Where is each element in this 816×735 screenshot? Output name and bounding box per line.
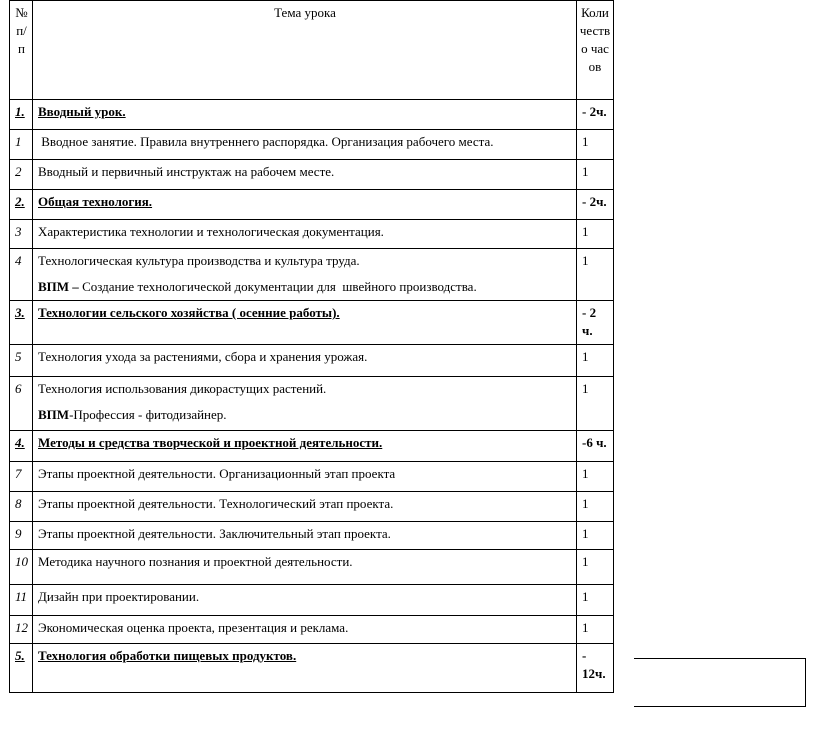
row-number: 2 [15, 164, 22, 179]
row-number-cell [10, 130, 33, 160]
row-topic-cell [33, 377, 577, 431]
row-number: 5. [15, 648, 25, 663]
section-row [10, 100, 614, 130]
row-hours-cell [577, 160, 614, 190]
row-topic-cell [33, 585, 577, 616]
header-num: № п/п [15, 5, 28, 56]
row-topic: Технологии сельского хозяйства ( осенние работы). [38, 305, 340, 320]
row-hours: 1 [582, 589, 589, 604]
row-hours: 1 [582, 381, 589, 396]
row-topic-cell [33, 345, 577, 377]
row-topic: Технология обработки пищевых продуктов. [38, 648, 297, 663]
row-topic-cell [33, 431, 577, 462]
row-topic: Этапы проектной деятельности. Заключительный этап проекта. [38, 526, 391, 541]
row-topic-cell [33, 190, 577, 220]
row-topic: Характеристика технологии и технологическая документация. [38, 224, 384, 239]
row-number: 9 [15, 526, 22, 541]
row-topic: Методы и средства творческой и проектной деятельности. [38, 435, 383, 450]
header-hours-cell [577, 1, 614, 100]
row-topic-cell [33, 301, 577, 345]
row-number-cell [10, 431, 33, 462]
row-number-cell [10, 550, 33, 585]
row-hours: 1 [582, 620, 589, 635]
row-number: 7 [15, 466, 22, 481]
row-topic: Вводный и первичный инструктаж на рабочем месте. [38, 164, 335, 179]
row-hours: 1 [582, 349, 589, 364]
vpm-text: Создание технологической документации для швейного производства. [78, 279, 477, 294]
row-topic: Вводный урок. [38, 104, 126, 119]
row-hours: 1 [582, 496, 589, 511]
row-topic: Вводное занятие. Правила внутреннего распорядка. Организация рабочего места. [38, 134, 494, 149]
row-topic: Дизайн при проектировании. [38, 589, 200, 604]
row-number: 10 [15, 554, 28, 569]
row-hours: 1 [582, 164, 589, 179]
section-row [10, 190, 614, 220]
lesson-row [10, 220, 614, 249]
row-topic-cell [33, 220, 577, 249]
row-hours-cell [577, 190, 614, 220]
lesson-row [10, 522, 614, 550]
row-topic-cell [33, 249, 577, 301]
row-hours-cell [577, 377, 614, 431]
extra-cell [634, 658, 806, 707]
lesson-row [10, 130, 614, 160]
row-hours-cell [577, 585, 614, 616]
row-topic-cell [33, 462, 577, 492]
row-topic-cell [33, 522, 577, 550]
vpm-text: -Профессия - фитодизайнер. [69, 407, 227, 422]
header-num-cell [10, 1, 33, 100]
vpm-label: ВПМ – [38, 279, 79, 294]
row-hours-cell [577, 550, 614, 585]
row-number: 1. [15, 104, 25, 119]
vpm-label: ВПМ [38, 407, 70, 422]
row-hours-cell [577, 462, 614, 492]
row-number-cell [10, 249, 33, 301]
lesson-row [10, 616, 614, 644]
row-number: 11 [15, 589, 28, 604]
row-topic-cell [33, 644, 577, 693]
row-topic: Технологическая культура производства и культура труда. [38, 253, 360, 268]
row-number-cell [10, 160, 33, 190]
row-hours-cell [577, 301, 614, 345]
row-hours-cell [577, 249, 614, 301]
row-hours: 1 [582, 253, 589, 268]
row-topic-cell [33, 550, 577, 585]
row-hours: 1 [582, 466, 589, 481]
section-row [10, 301, 614, 345]
header-row [10, 1, 614, 100]
vpm-note [38, 406, 572, 424]
lesson-row [10, 585, 614, 616]
row-number-cell [10, 616, 33, 644]
section-row [10, 644, 614, 693]
row-topic-cell [33, 160, 577, 190]
row-topic: Технология использования дикорастущих растений. [38, 381, 327, 396]
row-number-cell [10, 220, 33, 249]
row-hours: 1 [582, 134, 589, 149]
row-number: 5 [15, 349, 22, 364]
row-number-cell [10, 585, 33, 616]
header-topic: Тема урока [274, 5, 336, 20]
row-number-cell [10, 462, 33, 492]
lesson-row [10, 377, 614, 431]
row-hours: - 12ч. [582, 648, 606, 681]
row-hours: - 2ч. [582, 104, 607, 119]
vpm-note [38, 278, 572, 296]
row-number: 4. [15, 435, 25, 450]
row-hours-cell [577, 130, 614, 160]
header-hours: Количество часов [579, 5, 611, 74]
row-hours-cell [577, 431, 614, 462]
row-topic-cell [33, 492, 577, 522]
row-number-cell [10, 190, 33, 220]
row-topic-cell [33, 130, 577, 160]
row-number: 2. [15, 194, 25, 209]
row-number: 4 [15, 253, 22, 268]
row-number-cell [10, 100, 33, 130]
row-number-cell [10, 644, 33, 693]
row-topic: Технология ухода за растениями, сбора и хранения урожая. [38, 349, 368, 364]
row-hours: -6 ч. [582, 435, 607, 450]
row-hours: 1 [582, 224, 589, 239]
row-hours: 1 [582, 554, 589, 569]
row-topic-cell [33, 100, 577, 130]
row-number: 3 [15, 224, 22, 239]
row-topic: Этапы проектной деятельности. Технологический этап проекта. [38, 496, 394, 511]
row-number: 8 [15, 496, 22, 511]
row-hours-cell [577, 220, 614, 249]
row-number-cell [10, 345, 33, 377]
row-number-cell [10, 492, 33, 522]
row-topic: Методика научного познания и проектной деятельности. [38, 554, 353, 569]
row-topic: Экономическая оценка проекта, презентация и реклама. [38, 620, 349, 635]
row-number: 3. [15, 305, 25, 320]
lesson-row [10, 345, 614, 377]
row-hours-cell [577, 345, 614, 377]
section-row [10, 431, 614, 462]
row-topic: Общая технология. [38, 194, 153, 209]
row-hours-cell [577, 492, 614, 522]
row-topic-cell [33, 616, 577, 644]
row-hours: 1 [582, 526, 589, 541]
lesson-row [10, 550, 614, 585]
header-topic-cell [33, 1, 577, 100]
row-hours-cell [577, 616, 614, 644]
lesson-row [10, 492, 614, 522]
row-number: 12 [15, 620, 28, 635]
row-hours-cell [577, 100, 614, 130]
row-number: 1 [15, 134, 22, 149]
row-hours-cell [577, 644, 614, 693]
lesson-row [10, 160, 614, 190]
row-number-cell [10, 522, 33, 550]
row-hours-cell [577, 522, 614, 550]
curriculum-table [9, 0, 614, 693]
row-number-cell [10, 377, 33, 431]
row-hours: - 2 ч. [582, 305, 597, 338]
row-number-cell [10, 301, 33, 345]
row-number: 6 [15, 381, 22, 396]
lesson-row [10, 462, 614, 492]
row-hours: - 2ч. [582, 194, 607, 209]
row-topic: Этапы проектной деятельности. Организационный этап проекта [38, 466, 396, 481]
lesson-row [10, 249, 614, 301]
